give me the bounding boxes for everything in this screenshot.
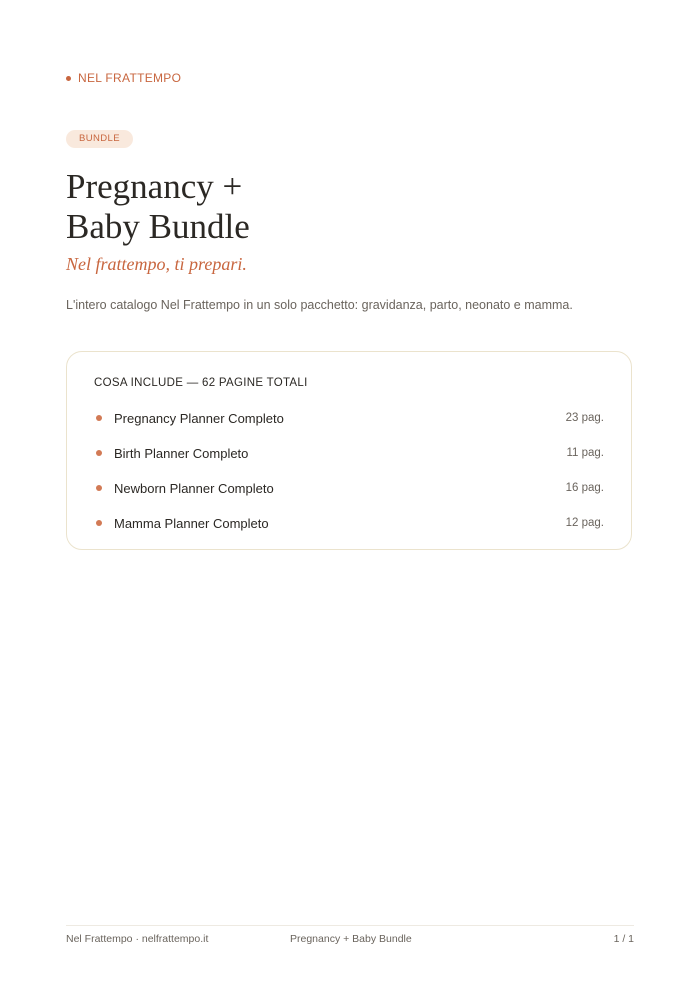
brand-header xyxy=(66,71,181,85)
bullet-dot-icon xyxy=(96,415,102,421)
list-item xyxy=(96,444,604,462)
bullet-dot-icon xyxy=(96,485,102,491)
includes-card xyxy=(66,351,632,550)
description: L'intero catalogo Nel Frattempo in un solo pacchetto: gravidanza, parto, neonato e mamma. xyxy=(66,298,573,312)
includes-heading: COSA INCLUDE — 62 PAGINE TOTALI xyxy=(94,377,308,389)
item-name: Mamma Planner Completo xyxy=(114,515,269,531)
page-title xyxy=(66,167,466,247)
footer-brand: Nel Frattempo · nelfrattempo.it xyxy=(66,933,209,945)
tagline: Nel frattempo, ti prepari. xyxy=(66,254,247,274)
title-line-2: Baby Bundle xyxy=(66,207,250,246)
item-name: Newborn Planner Completo xyxy=(114,480,274,496)
title-line-1: Pregnancy + xyxy=(66,167,243,206)
list-item xyxy=(96,479,604,497)
brand-name: NEL FRATTEMPO xyxy=(78,71,182,85)
item-name: Pregnancy Planner Completo xyxy=(114,410,284,426)
footer-divider xyxy=(66,925,634,926)
list-item xyxy=(96,409,604,427)
item-pages: 23 pag. xyxy=(565,412,604,424)
brand-dot-icon xyxy=(66,76,71,81)
footer-doc-title: Pregnancy + Baby Bundle xyxy=(290,933,412,945)
item-name: Birth Planner Completo xyxy=(114,445,249,461)
category-badge: BUNDLE xyxy=(66,130,133,148)
item-pages: 12 pag. xyxy=(565,517,604,529)
item-pages: 11 pag. xyxy=(566,447,604,459)
bullet-dot-icon xyxy=(96,450,102,456)
item-pages: 16 pag. xyxy=(565,482,604,494)
footer-page-number: 1 / 1 xyxy=(613,933,634,945)
list-item xyxy=(96,514,604,532)
bullet-dot-icon xyxy=(96,520,102,526)
